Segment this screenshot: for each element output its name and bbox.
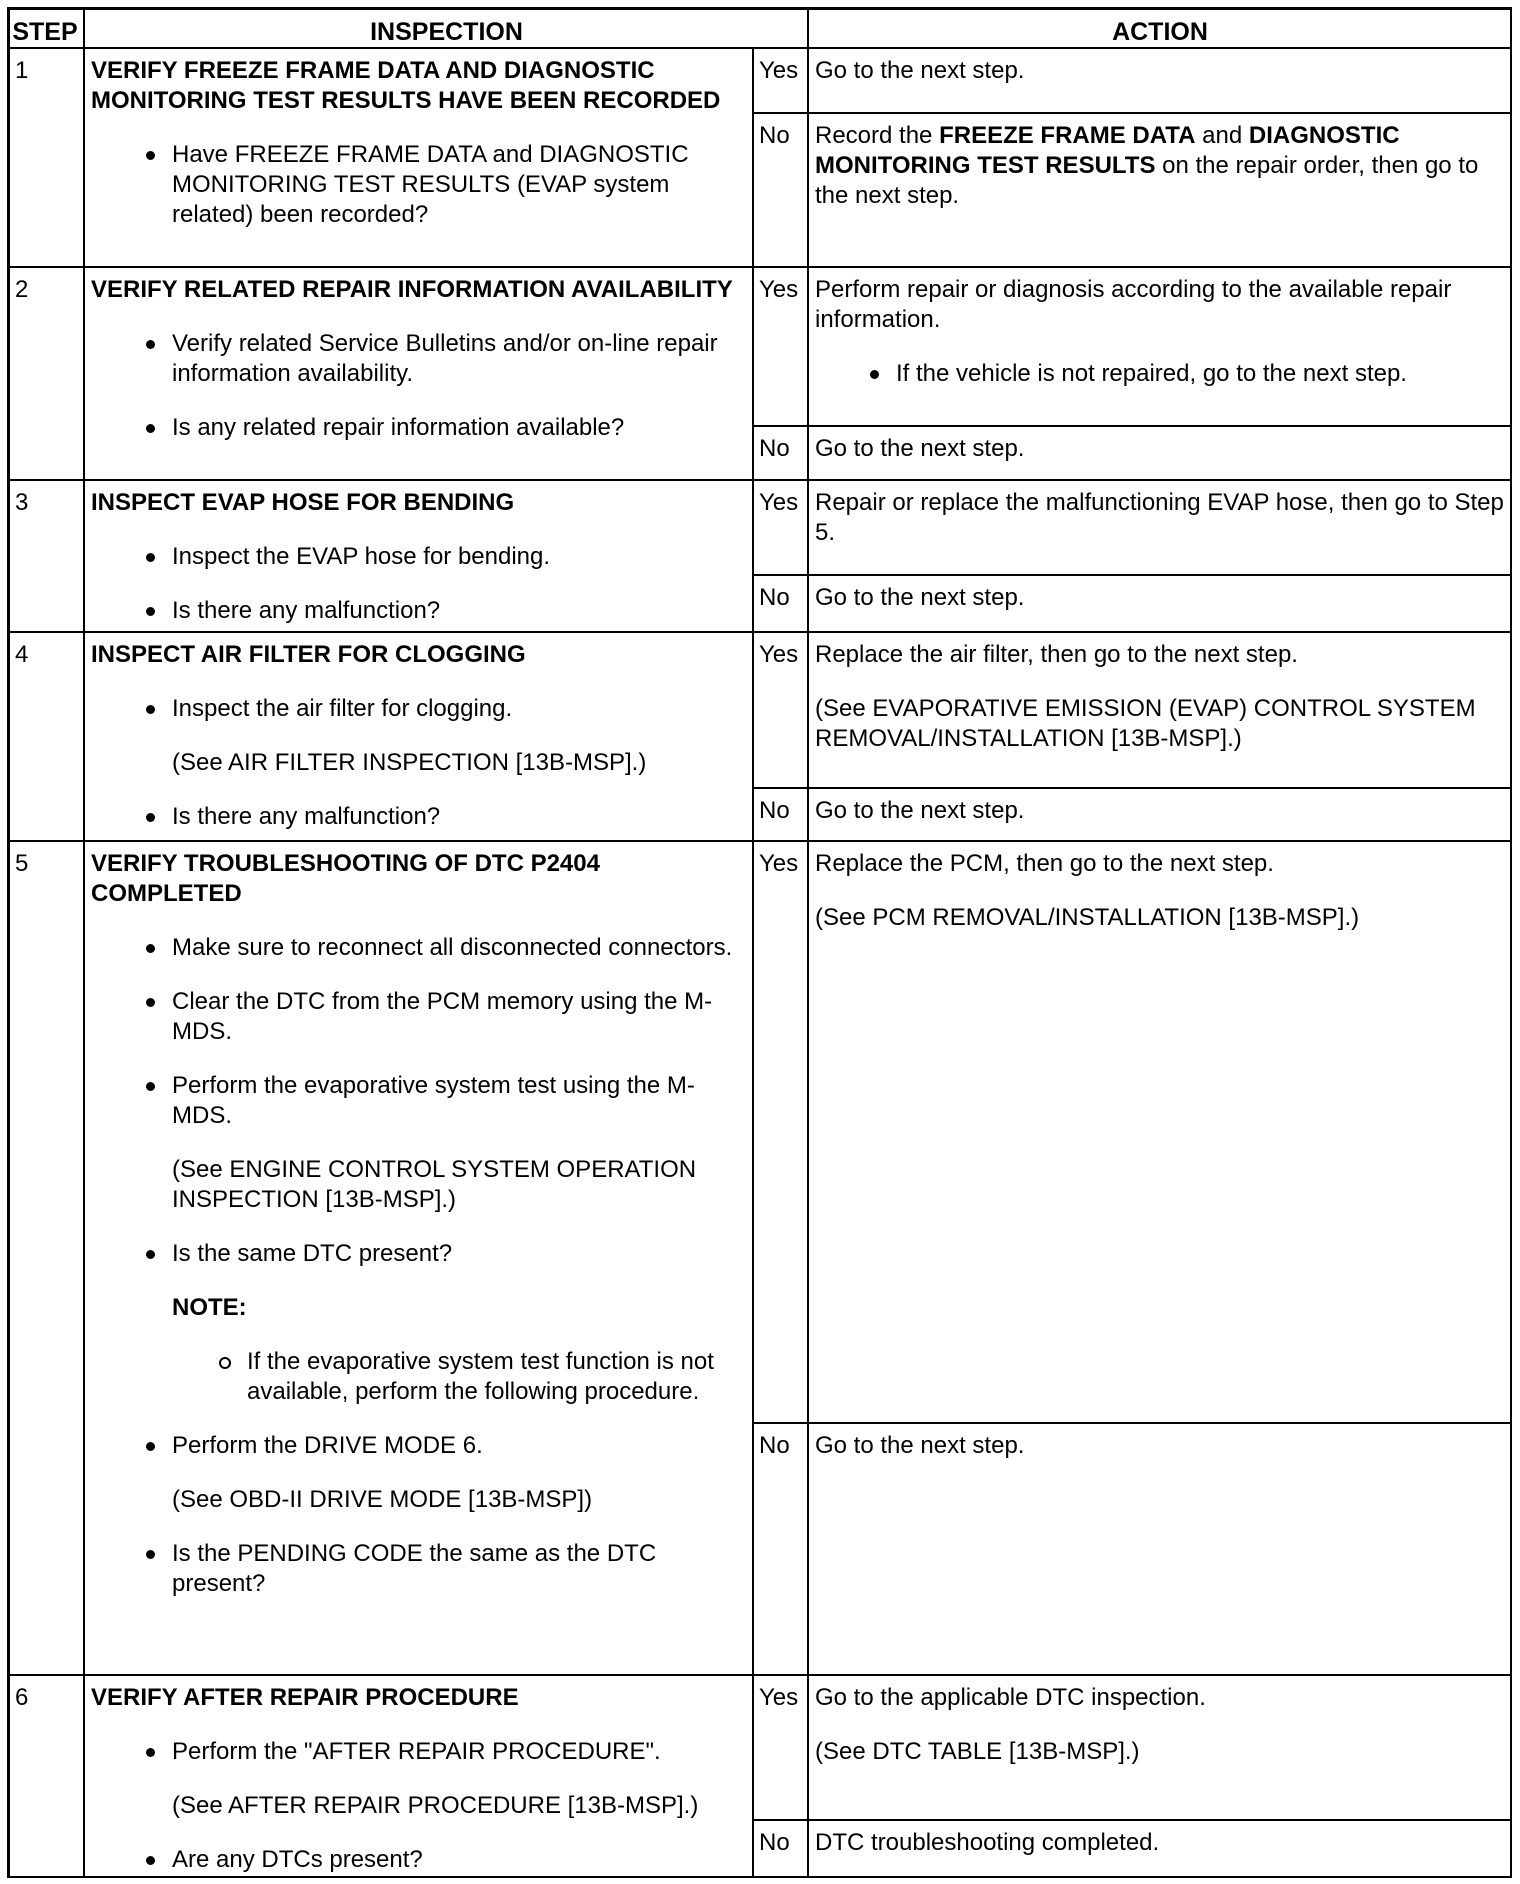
action-text (815, 121, 1505, 211)
text-segment: Record the (815, 122, 940, 149)
step-title: VERIFY FREEZE FRAME DATA AND DIAGNOSTIC MONITORING TEST RESULTS HAVE BEEN RECORDED (91, 57, 721, 114)
step-title: INSPECT AIR FILTER FOR CLOGGING (91, 641, 526, 668)
list-item: Perform the DRIVE MODE 6. (91, 1431, 747, 1461)
action-text: Go to the next step. (815, 435, 1025, 462)
step-number-1: 1 (7, 49, 85, 268)
inspection-step-2 (85, 268, 754, 481)
action-text: Go to the next step. (815, 57, 1025, 84)
text-segment: on the repair order, then go to the next step. (815, 152, 1479, 209)
no-label: No (754, 789, 809, 842)
action-yes-2 (809, 268, 1512, 427)
action-no-3 (809, 576, 1512, 633)
list-item: Is there any malfunction? (91, 596, 747, 626)
text-emphasis: FREEZE FRAME DATA (939, 122, 1196, 149)
step-number-4: 4 (7, 633, 85, 842)
yes-label: Yes (754, 268, 809, 427)
no-label: No (754, 1821, 809, 1878)
step-number-5: 5 (7, 842, 85, 1676)
step-title: VERIFY TROUBLESHOOTING OF DTC P2404 COMPLETED (91, 850, 600, 907)
inspection-step-4 (85, 633, 754, 842)
list-item: If the vehicle is not repaired, go to the next step. (815, 359, 1505, 389)
action-text: Replace the PCM, then go to the next step. (815, 850, 1274, 877)
step-number-6: 6 (7, 1676, 85, 1878)
step-number-3: 3 (7, 481, 85, 633)
list-item: Is the PENDING CODE the same as the DTC present? (91, 1539, 747, 1599)
no-label: No (754, 427, 809, 481)
header-inspection: INSPECTION (85, 7, 809, 49)
action-text: Repair or replace the malfunctioning EVAP hose, then go to Step 5. (815, 489, 1504, 546)
reference-text: (See AFTER REPAIR PROCEDURE [13B-MSP].) (172, 1792, 699, 1819)
note-label: NOTE: (172, 1294, 247, 1321)
reference-text: (See ENGINE CONTROL SYSTEM OPERATION INSPECTION [13B-MSP].) (172, 1156, 697, 1213)
reference-text: (See AIR FILTER INSPECTION [13B-MSP].) (172, 749, 647, 776)
action-text: Go to the next step. (815, 1432, 1025, 1459)
inspection-step-5 (85, 842, 754, 1676)
step-number-2: 2 (7, 268, 85, 481)
reference-text: (See EVAPORATIVE EMISSION (EVAP) CONTROL SYSTEM REMOVAL/INSTALLATION [13B-MSP].) (815, 695, 1476, 752)
yes-label: Yes (754, 633, 809, 789)
list-item: Are any DTCs present? (91, 1845, 747, 1875)
list-item: Is the same DTC present? (91, 1239, 747, 1269)
inspection-step-3 (85, 481, 754, 633)
list-item: Is there any malfunction? (91, 802, 747, 832)
list-item: Clear the DTC from the PCM memory using the M-MDS. (91, 987, 747, 1047)
yes-label: Yes (754, 49, 809, 114)
yes-label: Yes (754, 842, 809, 1424)
action-text: Go to the applicable DTC inspection. (815, 1684, 1206, 1711)
inspection-step-6 (85, 1676, 754, 1878)
no-label: No (754, 114, 809, 268)
list-item: Make sure to reconnect all disconnected connectors. (91, 933, 747, 963)
list-item: Inspect the EVAP hose for bending. (91, 542, 747, 572)
reference-text: (See OBD-II DRIVE MODE [13B-MSP]) (172, 1486, 593, 1513)
action-yes-3 (809, 481, 1512, 576)
step-title: VERIFY AFTER REPAIR PROCEDURE (91, 1684, 519, 1711)
list-item: Verify related Service Bulletins and/or on-line repair information availability. (91, 329, 747, 389)
action-yes-6 (809, 1676, 1512, 1821)
yes-label: Yes (754, 481, 809, 576)
reference-text: (See DTC TABLE [13B-MSP].) (815, 1738, 1140, 1765)
action-text: Go to the next step. (815, 584, 1025, 611)
text-segment: and (1195, 122, 1249, 149)
step-title: INSPECT EVAP HOSE FOR BENDING (91, 489, 515, 516)
no-label: No (754, 1424, 809, 1676)
action-yes-1 (809, 49, 1512, 114)
list-item: Is any related repair information available? (91, 413, 747, 443)
note-item: If the evaporative system test function is not available, perform the following procedure. (91, 1347, 747, 1407)
action-yes-4 (809, 633, 1512, 789)
reference-text: (See PCM REMOVAL/INSTALLATION [13B-MSP].) (815, 904, 1360, 931)
action-text: Go to the next step. (815, 797, 1025, 824)
text-emphasis: DIAGNOSTIC MONITORING TEST RESULTS (815, 122, 1400, 179)
action-yes-5 (809, 842, 1512, 1424)
action-text: DTC troubleshooting completed. (815, 1829, 1160, 1856)
list-item: Perform the evaporative system test using the M-MDS. (91, 1071, 747, 1131)
action-no-5 (809, 1424, 1512, 1676)
yes-label: Yes (754, 1676, 809, 1821)
list-item: Inspect the air filter for clogging. (91, 694, 747, 724)
list-item: Perform the "AFTER REPAIR PROCEDURE". (91, 1737, 747, 1767)
action-text: Perform repair or diagnosis according to the available repair information. (815, 276, 1452, 333)
action-no-1 (809, 114, 1512, 268)
action-text: Replace the air filter, then go to the next step. (815, 641, 1298, 668)
header-step: STEP (7, 7, 85, 49)
step-title: VERIFY RELATED REPAIR INFORMATION AVAILABILITY (91, 276, 733, 303)
no-label: No (754, 576, 809, 633)
action-no-2 (809, 427, 1512, 481)
action-no-6 (809, 1821, 1512, 1878)
list-item: Have FREEZE FRAME DATA and DIAGNOSTIC MONITORING TEST RESULTS (EVAP system related) been recorded? (91, 140, 747, 230)
action-no-4 (809, 789, 1512, 842)
inspection-step-1 (85, 49, 754, 268)
header-action: ACTION (809, 7, 1512, 49)
